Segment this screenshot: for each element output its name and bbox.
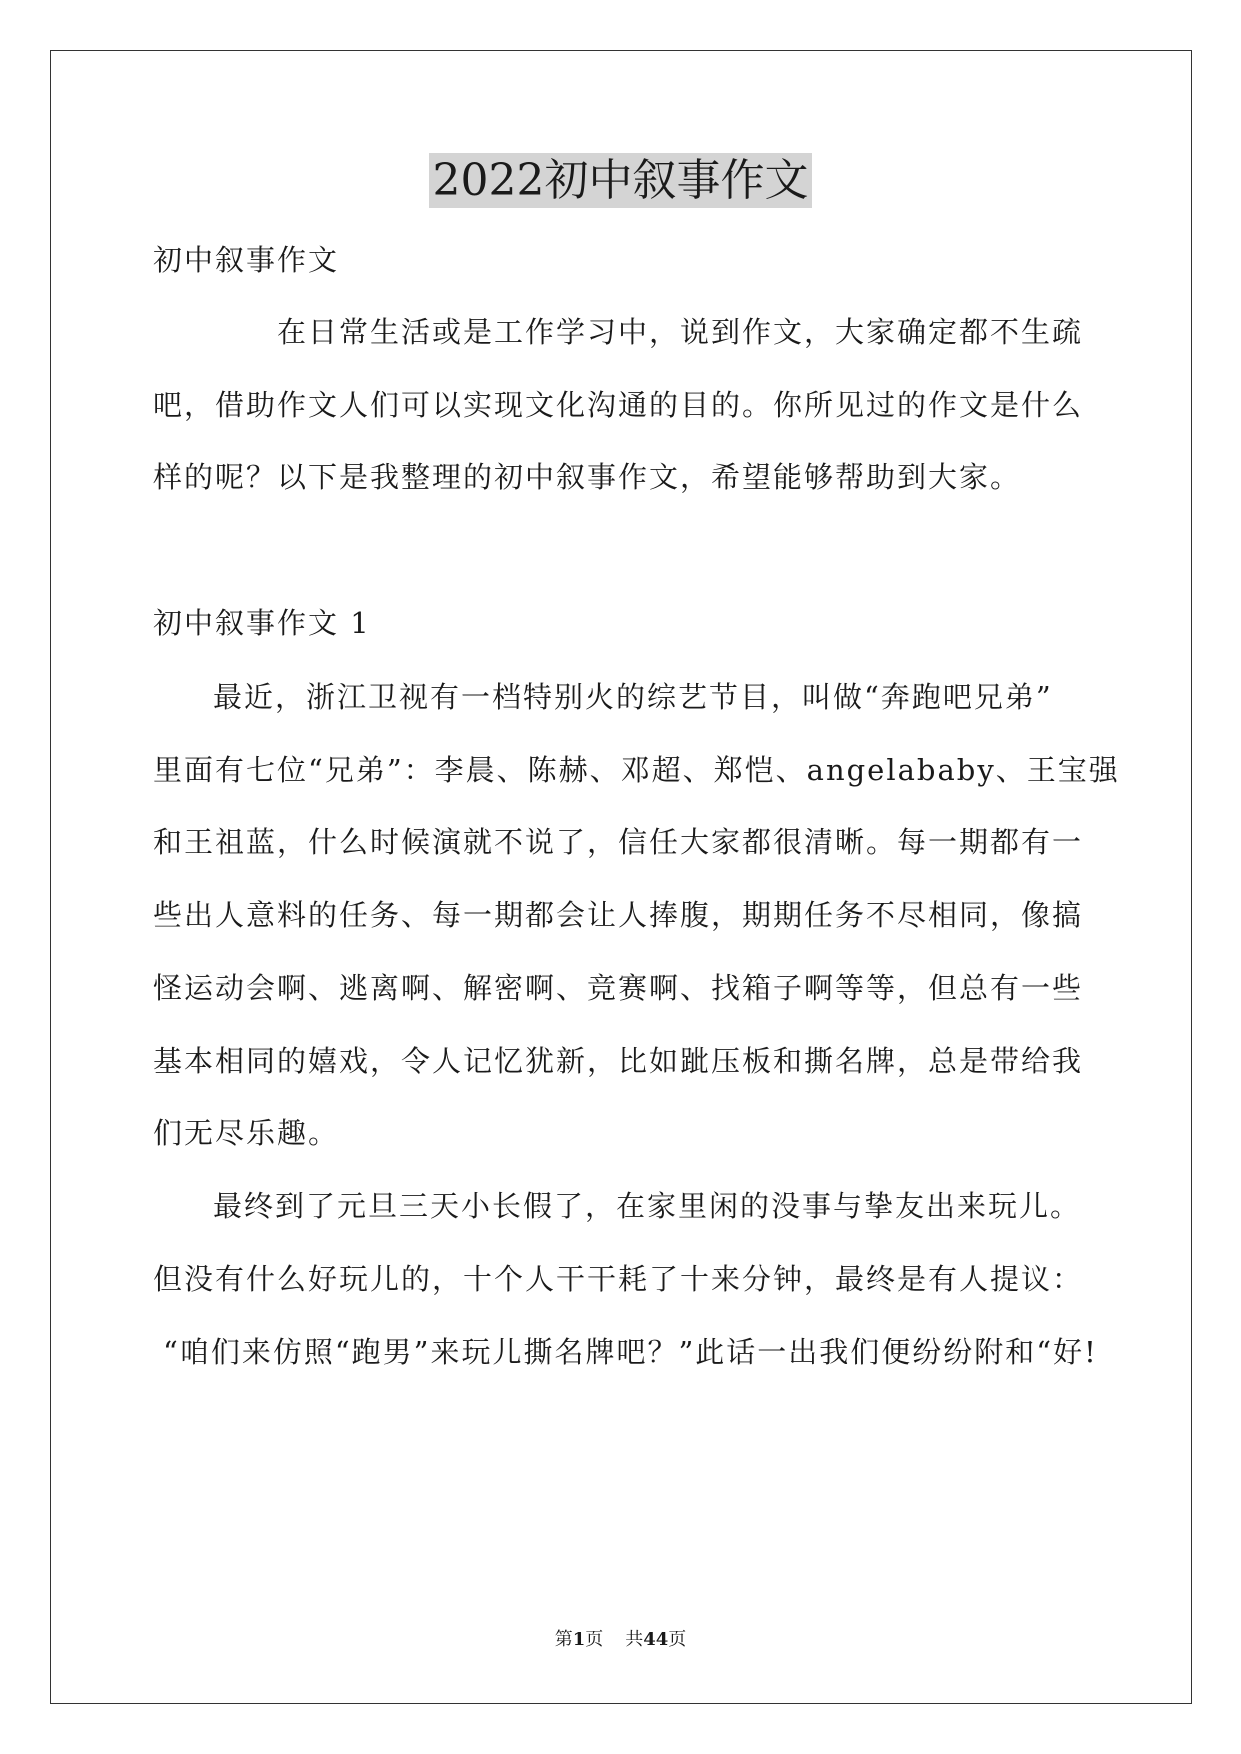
paragraph2-line-2: 但没有什么好玩儿的，十个人干干耗了十来分钟，最终是有人提议：	[153, 1262, 1084, 1296]
paragraph2-line-1: 最终到了元旦三天小长假了，在家里闲的没事与挚友出来玩儿。	[213, 1189, 1082, 1223]
paragraph1-line-4: 些出人意料的任务、每一期都会让人捧腹，期期任务不尽相同，像搞	[153, 898, 1084, 932]
paragraph1-line-3: 和王祖蓝，什么时候演就不说了，信任大家都很清晰。每一期都有一	[153, 825, 1084, 859]
document-subtitle: 初中叙事作文	[153, 243, 340, 277]
footer-page-number: 1	[572, 1629, 586, 1650]
footer-total-suffix: 页	[668, 1629, 687, 1650]
intro-line-3: 样的呢？以下是我整理的初中叙事作文，希望能够帮助到大家。	[153, 460, 1022, 494]
footer-total-pages: 44	[643, 1629, 669, 1650]
footer-page-suffix: 页	[585, 1629, 604, 1650]
document-title	[0, 150, 1241, 212]
paragraph1-line-5: 怪运动会啊、逃离啊、解密啊、竞赛啊、找箱子啊等等，但总有一些	[153, 971, 1084, 1005]
paragraph1-line-2: 里面有七位“兄弟”：李晨、陈赫、邓超、郑恺、angelababy、王宝强	[153, 753, 1120, 787]
section-heading: 初中叙事作文 1	[153, 606, 371, 640]
paragraph2-line-3: “咱们来仿照“跑男”来玩儿撕名牌吧？”此话一出我们便纷纷附和“好!	[163, 1335, 1098, 1369]
footer-total-prefix: 共	[625, 1629, 644, 1650]
paragraph1-line-7: 们无尽乐趣。	[153, 1116, 340, 1150]
footer-page-prefix: 第	[554, 1629, 573, 1650]
intro-line-2: 吧，借助作文人们可以实现文化沟通的目的。你所见过的作文是什么	[153, 388, 1084, 422]
intro-line-1: 在日常生活或是工作学习中，说到作文，大家确定都不生疏	[277, 315, 1084, 349]
paragraph1-line-1: 最近，浙江卫视有一档特别火的综艺节目，叫做“奔跑吧兄弟”	[213, 680, 1053, 714]
paragraph1-line-6: 基本相同的嬉戏，令人记忆犹新，比如跐压板和撕名牌，总是带给我	[153, 1044, 1084, 1078]
page-border	[50, 50, 1192, 1704]
document-title-text: 2022初中叙事作文	[429, 153, 813, 208]
page-footer	[0, 1628, 1241, 1652]
